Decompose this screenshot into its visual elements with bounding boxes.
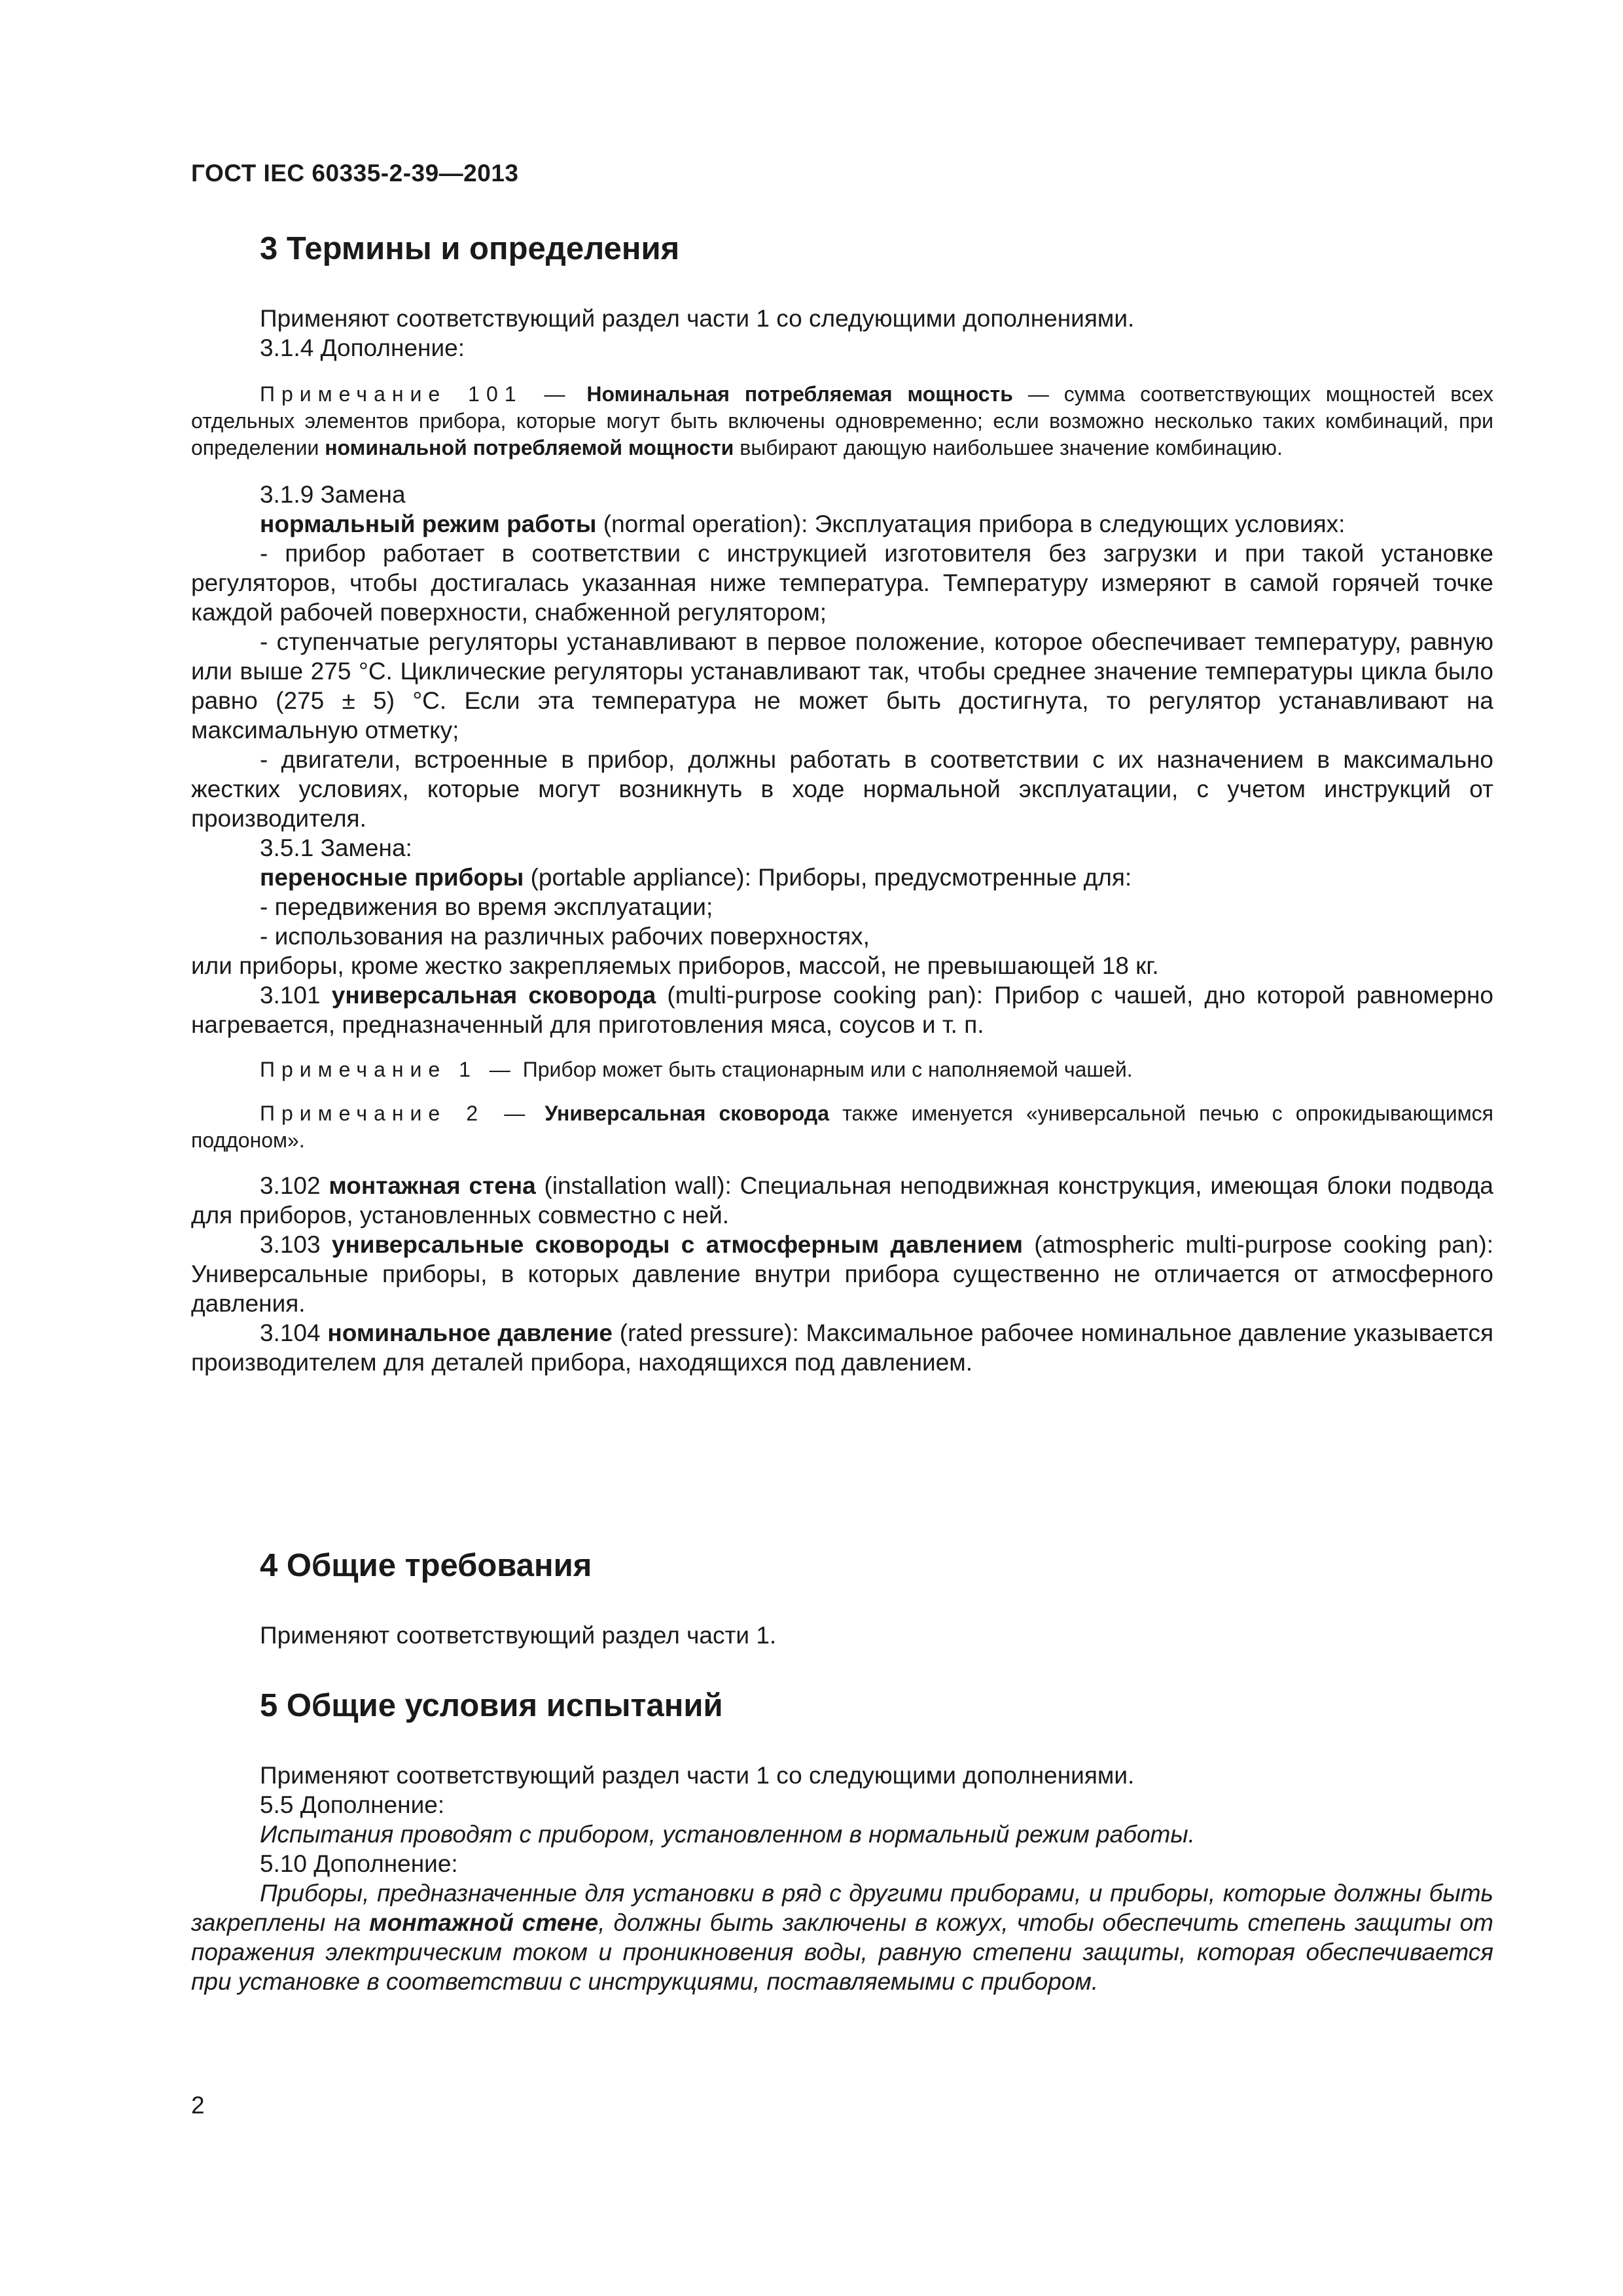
portable-rest: (portable appliance): Приборы, предусмотренные для: — [524, 864, 1132, 891]
clause-3-104-num: 3.104 — [260, 1319, 328, 1346]
clause-5-10: 5.10 Дополнение: — [260, 1850, 458, 1877]
clause-3-102 — [191, 1171, 1493, 1230]
normal-operation-item-1: - прибор работает в соответствии с инструкцией изготовителя без загрузки и при такой установке регуляторов, чтобы достигалась указанная ниже температура. Температуру измеряют в самой горячей точке каждой рабочей поверхности, снабженной регулятором; — [191, 540, 1493, 626]
section-5-intro: Применяют соответствующий раздел части 1 со следующими дополнениями. — [260, 1762, 1135, 1789]
clause-3-103-rest: (atmospheric multi-purpose cooking pan): Универсальные приборы, в которых давление внутри прибора существенно не отличается от атмосферного давления. — [191, 1231, 1493, 1317]
note-101-text1: — сумма соответствующих мощностей всех отдельных элементов прибора, которые могут быть включены одновременно; если возможно несколько таких комбинаций, при определении — [191, 382, 1494, 459]
page-number: 2 — [191, 2092, 205, 2119]
clause-3-101-term: универсальная сковорода — [331, 982, 656, 1009]
section-3-body — [191, 304, 1493, 1377]
clause-3-101 — [191, 980, 1493, 1039]
portable-item-1: - передвижения во время эксплуатации; — [260, 893, 713, 920]
portable-item-2: - использования на различных рабочих поверхностях, — [260, 923, 870, 950]
normal-operation-rest: (normal operation): Эксплуатация прибора в следующих условиях: — [596, 511, 1346, 537]
note-101 — [191, 381, 1493, 461]
clause-3-103 — [191, 1230, 1493, 1318]
section-3-title: 3 Термины и определения — [260, 231, 680, 266]
clause-5-5: 5.5 Дополнение: — [260, 1791, 445, 1818]
clause-5-10-text-b: , должны быть заключены в кожух, чтобы обеспечить степень защиты от поражения электрическим током и проникновения воды, равную степени защиты, которая обеспечивается при установке в соответствии с инструкциями, поставляемыми с прибором. — [191, 1909, 1493, 1995]
note-2 — [191, 1100, 1493, 1154]
clause-5-10-text-a: Приборы, предназначенные для установки в ряд с другими приборами, и приборы, которые должны быть закреплены на — [191, 1880, 1493, 1936]
section-3 — [191, 230, 1493, 267]
clause-5-10-text — [191, 1878, 1493, 1996]
note-101-term: Номинальная потребляемая мощность — [586, 382, 1013, 406]
note-1-text: Прибор может быть стационарным или с наполняемой чашей. — [516, 1058, 1133, 1081]
note-1-prefix: Примечание 1 — — [260, 1058, 517, 1081]
clause-3-103-term: универсальные сковороды с атмосферным давлением — [331, 1231, 1024, 1258]
clause-3-104-term: номинальное давление — [327, 1319, 613, 1346]
clause-3-102-num: 3.102 — [260, 1172, 329, 1199]
clause-3-1-9: 3.1.9 Замена — [260, 481, 406, 508]
section-4 — [191, 1547, 1493, 1584]
section-4-body — [191, 1621, 1493, 1650]
portable-tail: или приборы, кроме жестко закрепляемых приборов, массой, не превышающей 18 кг. — [191, 952, 1159, 979]
clause-3-102-rest: (installation wall): Специальная неподвижная конструкция, имеющая блоки подвода для приборов, установленных совместно с ней. — [191, 1172, 1493, 1229]
standard-header: ГОСТ IEC 60335-2-39—2013 — [191, 160, 519, 187]
clause-3-102-term: монтажная стена — [329, 1172, 536, 1199]
clause-3-101-num: 3.101 — [260, 982, 332, 1009]
section-4-text: Применяют соответствующий раздел части 1. — [260, 1622, 777, 1649]
clause-3-1-4: 3.1.4 Дополнение: — [260, 334, 465, 361]
portable-def — [191, 863, 1493, 892]
clause-3-101-rest: (multi-purpose cooking pan): Прибор с чашей, дно которой равномерно нагревается, предназначенный для приготовления мяса, соусов и т. п. — [191, 982, 1493, 1038]
normal-operation-term: нормальный режим работы — [260, 511, 597, 537]
section-5-title: 5 Общие условия испытаний — [260, 1688, 723, 1723]
clause-5-5-text: Испытания проводят с прибором, установленном в нормальный режим работы. — [260, 1821, 1195, 1848]
section-3-intro: Применяют соответствующий раздел части 1 со следующими дополнениями. — [260, 305, 1135, 332]
note-2-text: также именуется «универсальной печью с опрокидывающимся поддоном». — [191, 1102, 1494, 1152]
clause-3-103-num: 3.103 — [260, 1231, 332, 1258]
normal-operation-item-3: - двигатели, встроенные в прибор, должны работать в соответствии с их назначением в максимально жестких условиях, которые могут возникнуть в ходе нормальной эксплуатации, с учетом инструкций от производителя. — [191, 746, 1493, 832]
note-101-prefix: Примечание 101 — — [260, 382, 572, 406]
section-5 — [191, 1687, 1493, 1724]
clause-5-10-term: монтажной стене — [369, 1909, 599, 1936]
clause-3-104-rest: (rated pressure): Максимальное рабочее номинальное давление указывается производителем для деталей прибора, находящихся под давлением. — [191, 1319, 1494, 1376]
clause-3-104 — [191, 1318, 1493, 1377]
section-5-body — [191, 1761, 1493, 1996]
note-101-term2: номинальной потребляемой мощности — [325, 436, 734, 459]
portable-term: переносные приборы — [260, 864, 524, 891]
note-1 — [191, 1056, 1493, 1083]
note-101-text2: выбирают дающую наибольшее значение комбинацию. — [734, 436, 1283, 459]
section-4-title: 4 Общие требования — [260, 1548, 592, 1583]
clause-3-5-1: 3.5.1 Замена: — [260, 834, 412, 861]
note-2-term: Универсальная сковорода — [531, 1102, 830, 1125]
normal-operation-item-2: - ступенчатые регуляторы устанавливают в первое положение, которое обеспечивает температуру, равную или выше 275 °С. Циклические регуляторы устанавливают так, чтобы среднее значение температуры цикла было равно (275 ± 5) °С. Если эта температура не может быть достигнута, то регулятор устанавливают на максимальную отметку; — [191, 628, 1493, 744]
normal-operation-def — [191, 509, 1493, 539]
note-2-prefix: Примечание 2 — — [260, 1102, 532, 1125]
